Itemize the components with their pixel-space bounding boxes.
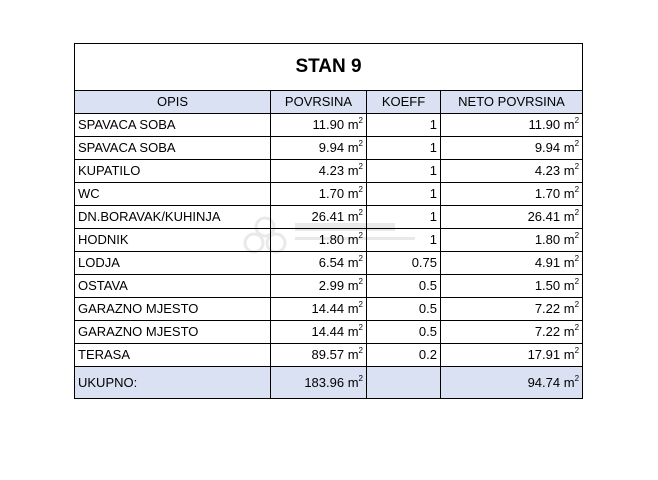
cell-opis: HODNIK	[75, 229, 271, 252]
cell-koeff: 1	[367, 160, 441, 183]
header-neto-povrsina: NETO POVRSINA	[441, 91, 583, 114]
table-row	[75, 344, 583, 367]
cell-neto: 7.22 $m^2$	[441, 321, 583, 344]
cell-povrsina: 14.44 $m^2$	[271, 321, 367, 344]
cell-neto: 11.90 $m^2$	[441, 114, 583, 137]
cell-povrsina: 2.99 $m^2$	[271, 275, 367, 298]
table-row	[75, 137, 583, 160]
cell-opis: KUPATILO	[75, 160, 271, 183]
cell-opis: SPAVACA SOBA	[75, 114, 271, 137]
cell-koeff: 0.75	[367, 252, 441, 275]
total-row	[75, 367, 583, 399]
table-row	[75, 183, 583, 206]
cell-neto: 4.23 $m^2$	[441, 160, 583, 183]
table-row	[75, 114, 583, 137]
cell-opis: SPAVACA SOBA	[75, 137, 271, 160]
cell-koeff: 1	[367, 229, 441, 252]
cell-neto: 1.70 $m^2$	[441, 183, 583, 206]
cell-neto: 7.22 $m^2$	[441, 298, 583, 321]
cell-neto: 26.41 $m^2$	[441, 206, 583, 229]
cell-koeff: 0.2	[367, 344, 441, 367]
total-povrsina: 183.96 $m^2$	[271, 367, 367, 399]
cell-neto: 1.50 $m^2$	[441, 275, 583, 298]
table-row	[75, 275, 583, 298]
area-table	[74, 43, 583, 399]
cell-neto: 17.91 $m^2$	[441, 344, 583, 367]
cell-opis: DN.BORAVAK/KUHINJA	[75, 206, 271, 229]
cell-koeff: 1	[367, 137, 441, 160]
cell-opis: GARAZNO MJESTO	[75, 298, 271, 321]
cell-povrsina: 89.57 $m^2$	[271, 344, 367, 367]
header-opis: OPIS	[75, 91, 271, 114]
cell-povrsina: 26.41 $m^2$	[271, 206, 367, 229]
cell-povrsina: 4.23 $m^2$	[271, 160, 367, 183]
header-koeff: KOEFF	[367, 91, 441, 114]
total-label: UKUPNO:	[75, 367, 271, 399]
table-row	[75, 298, 583, 321]
total-neto: 94.74 $m^2$	[441, 367, 583, 399]
cell-koeff: 0.5	[367, 275, 441, 298]
cell-povrsina: 1.70 $m^2$	[271, 183, 367, 206]
cell-neto: 1.80 $m^2$	[441, 229, 583, 252]
cell-koeff: 1	[367, 183, 441, 206]
table-row	[75, 321, 583, 344]
cell-povrsina: 6.54 $m^2$	[271, 252, 367, 275]
cell-opis: OSTAVA	[75, 275, 271, 298]
table-row	[75, 229, 583, 252]
cell-povrsina: 9.94 $m^2$	[271, 137, 367, 160]
header-row	[75, 91, 583, 114]
cell-neto: 4.91 $m^2$	[441, 252, 583, 275]
cell-opis: TERASA	[75, 344, 271, 367]
cell-opis: LODJA	[75, 252, 271, 275]
cell-neto: 9.94 $m^2$	[441, 137, 583, 160]
cell-koeff: 0.5	[367, 298, 441, 321]
table-row	[75, 252, 583, 275]
cell-opis: GARAZNO MJESTO	[75, 321, 271, 344]
total-koeff	[367, 367, 441, 399]
cell-povrsina: 11.90 $m^2$	[271, 114, 367, 137]
cell-koeff: 1	[367, 114, 441, 137]
table-row	[75, 160, 583, 183]
cell-koeff: 0.5	[367, 321, 441, 344]
table-title: STAN 9	[75, 44, 583, 91]
header-povrsina: POVRSINA	[271, 91, 367, 114]
table-row	[75, 206, 583, 229]
cell-povrsina: 14.44 $m^2$	[271, 298, 367, 321]
cell-koeff: 1	[367, 206, 441, 229]
cell-opis: WC	[75, 183, 271, 206]
cell-povrsina: 1.80 $m^2$	[271, 229, 367, 252]
